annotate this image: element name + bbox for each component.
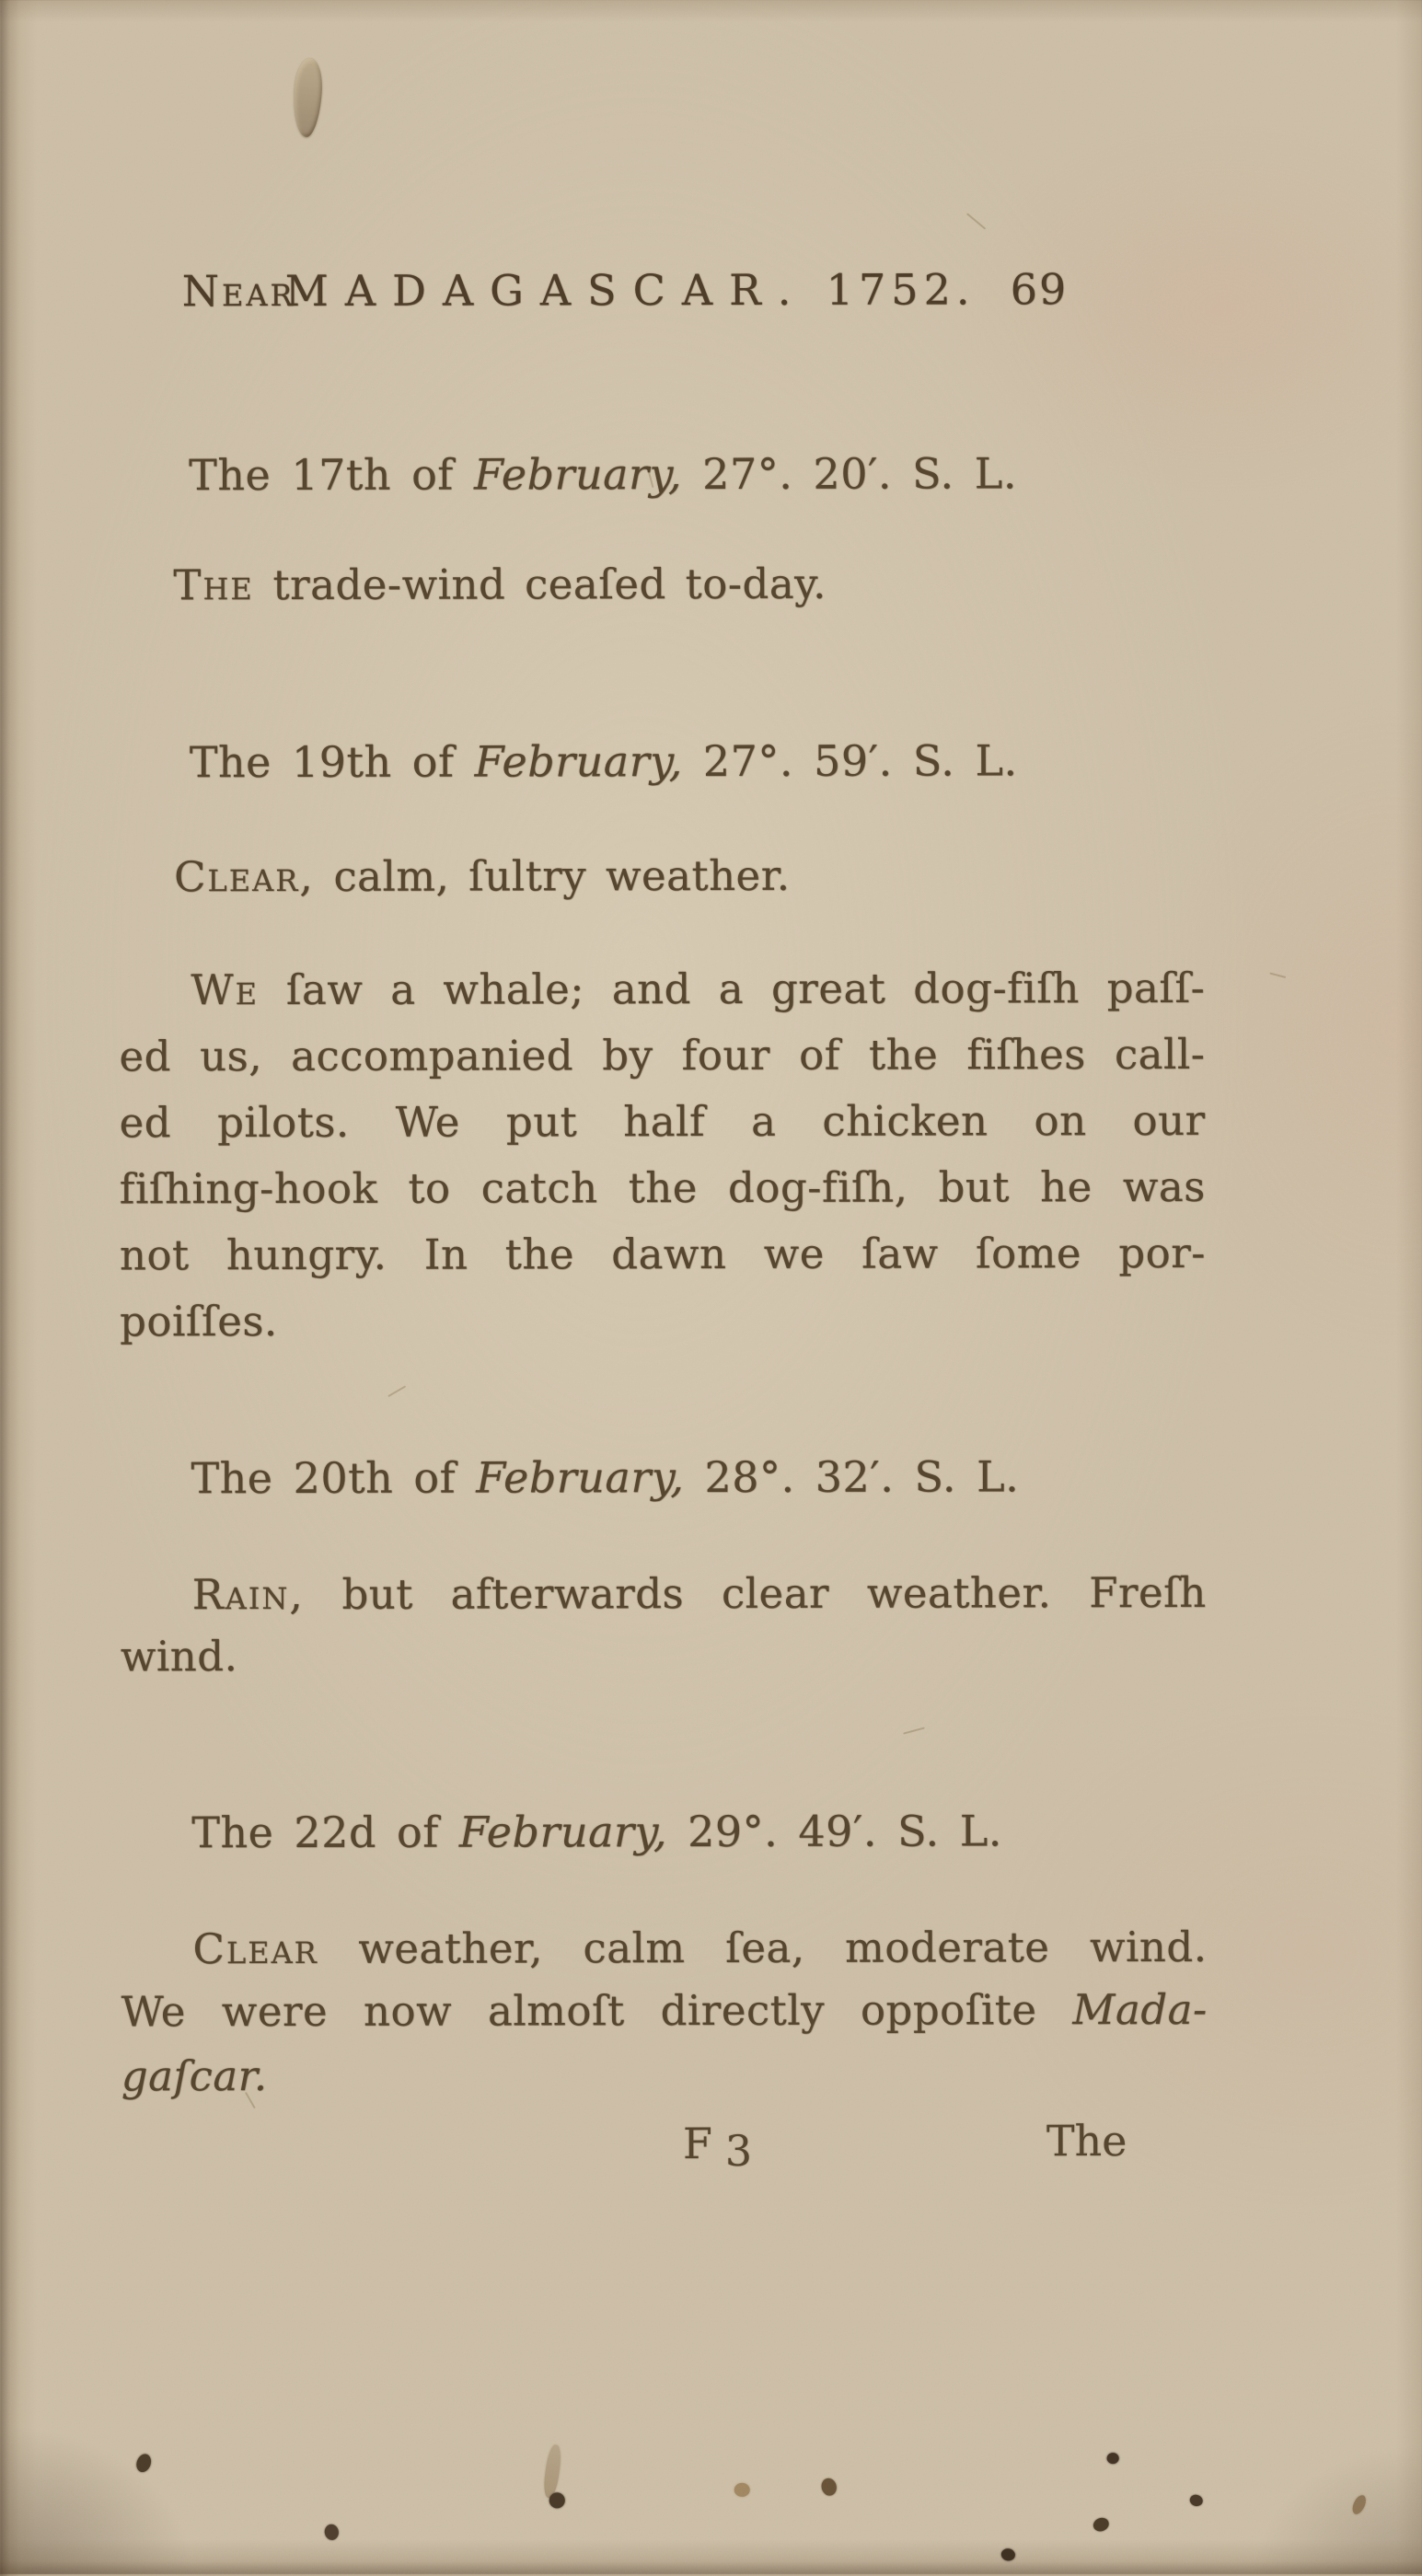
date-line-feb22 [191, 1806, 1002, 1858]
body-line: fiſhing-hook to catch the dog-fiſh, but he was [119, 1161, 1206, 1214]
body-text: We were now almoſt directly oppoſite [121, 1985, 1073, 2037]
note-text: trade-wind ceaſed to-day. [253, 559, 827, 610]
latitude-text: 29°. 49′. S. L. [666, 1806, 1002, 1857]
header-title: MADAGASCAR. [284, 264, 808, 316]
running-header [0, 263, 1420, 330]
date-line-feb17 [189, 448, 1017, 501]
note-text: calm, ſultry weather. [314, 850, 791, 901]
month-italic: February, [473, 449, 683, 500]
body-line: gaſcar. [121, 2051, 268, 2101]
paper-speck [1092, 2516, 1111, 2534]
header-year: 1752. [826, 264, 976, 315]
month-italic: February, [458, 1807, 668, 1857]
body-line [121, 1985, 1208, 2037]
latitude-text: 27°. 20′. S. L. [681, 448, 1018, 500]
paper-speck [134, 2452, 154, 2474]
paper-speck [1350, 2493, 1369, 2516]
lead-word: Clear, [174, 851, 315, 902]
date-line-feb20 [191, 1451, 1019, 1504]
date-line-feb19 [190, 735, 1018, 788]
body-line: ed us, accompanied by four of the fiſhes call- [119, 1029, 1206, 1081]
date-text: The 20th of [191, 1452, 477, 1504]
catchword: The [1046, 2116, 1127, 2166]
lead-word: Rain, [191, 1569, 305, 1620]
header-place-word: Near [181, 265, 295, 317]
paper-fiber [387, 1385, 406, 1397]
paper-fiber [1269, 972, 1286, 978]
entry-note-feb17 [173, 560, 827, 610]
signature-number: 3 [724, 2125, 753, 2176]
body-text: ſaw a whale; and a great dog-fiſh paſſ- [258, 963, 1206, 1015]
month-italic: February, [476, 1452, 685, 1503]
entry-note-feb19 [174, 851, 791, 902]
body-line [119, 964, 1205, 1015]
paper-speck [820, 2477, 838, 2498]
place-italic: Mada- [1072, 1984, 1208, 2035]
note-text: weather, calm ſea, moderate wind. [318, 1922, 1208, 1973]
paper-speck [1000, 2547, 1016, 2561]
body-line: wind. [120, 1632, 238, 1681]
paper-speck [734, 2483, 750, 2497]
body-line: not hungry. In the dawn we ſaw ſome por- [119, 1228, 1206, 1280]
body-line: ed pilots. We put half a chicken on our [119, 1095, 1206, 1148]
paper-speck [1188, 2493, 1204, 2507]
month-italic: February, [474, 736, 683, 787]
paper-speck [323, 2524, 340, 2541]
date-text: The 17th of [189, 449, 474, 501]
date-text: The 22d of [191, 1807, 459, 1858]
paper-fiber [903, 1727, 925, 1734]
latitude-text: 27°. 59′. S. L. [682, 735, 1018, 787]
body-line: poiſſes. [120, 1296, 278, 1346]
date-text: The 19th of [189, 736, 475, 788]
lead-word: The [173, 560, 254, 610]
lead-word: We [191, 965, 260, 1015]
ink-stain [291, 57, 324, 138]
signature-mark [682, 2118, 753, 2176]
paper-speck [549, 2492, 565, 2508]
entry-note-feb20 [121, 1568, 1207, 1620]
paper-speck [1107, 2453, 1119, 2464]
paper-speck [542, 2444, 563, 2500]
page-number: 69 [1010, 264, 1069, 315]
paper-fiber [966, 213, 986, 229]
note-text: but afterwards clear weather. Freſh [304, 1567, 1207, 1619]
signature-letter: F [682, 2118, 712, 2169]
latitude-text: 28°. 32′. S. L. [684, 1451, 1020, 1503]
lead-word: Clear [192, 1923, 318, 1974]
entry-note-feb22 [121, 1923, 1207, 1974]
